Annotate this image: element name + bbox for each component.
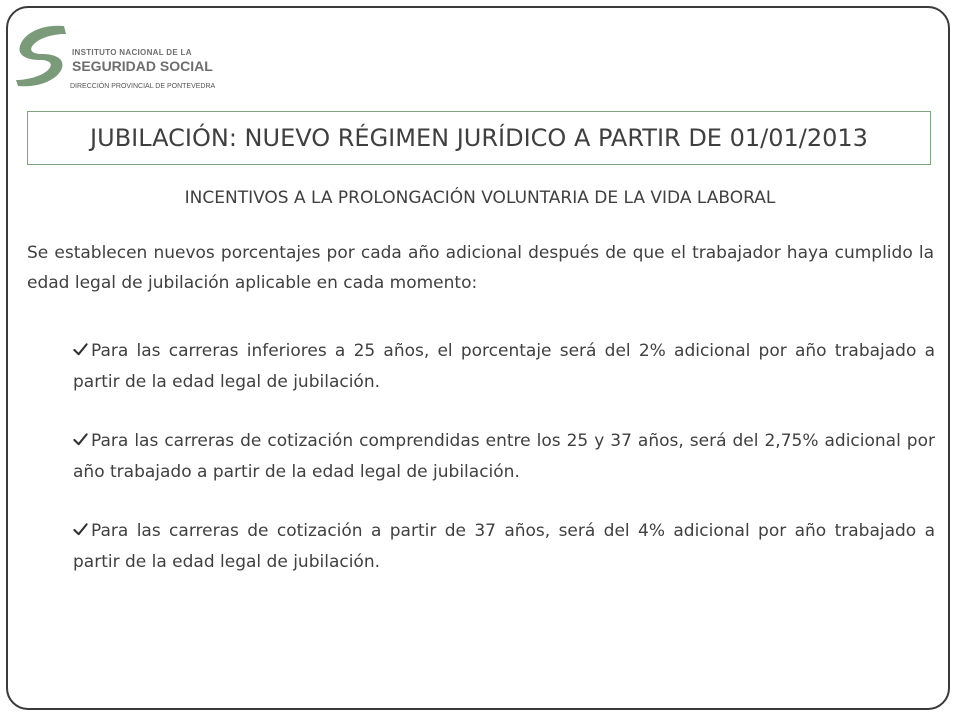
logo-institute-line: INSTITUTO NACIONAL DE LA (72, 48, 192, 57)
bullet-text: Para las carreras de cotización a partir de 37 años, será del 4% adicional por año trabajado a partir de la edad legal de jubilación. (73, 521, 935, 572)
inss-logo (14, 22, 254, 96)
bullet-item (73, 426, 935, 488)
logo-seguridad-social-line: SEGURIDAD SOCIAL (72, 58, 213, 74)
bullet-item (73, 336, 935, 398)
slide-title-text: JUBILACIÓN: NUEVO RÉGIMEN JURÍDICO A PARTIR DE 01/01/2013 (90, 124, 868, 152)
bullet-text: Para las carreras de cotización comprendidas entre los 25 y 37 años, será del 2,75% adicional por año trabajado a partir de la edad legal de jubilación. (73, 431, 935, 482)
bullet-item (73, 516, 935, 578)
checkmark-icon (73, 342, 88, 357)
checkmark-icon (73, 522, 88, 537)
intro-paragraph: Se establecen nuevos porcentajes por cada año adicional después de que el trabajador haya cumplido la edad legal de jubilación aplicable en cada momento: (27, 243, 934, 293)
bullet-text: Para las carreras inferiores a 25 años, el porcentaje será del 2% adicional por año trabajado a partir de la edad legal de jubilación. (73, 341, 935, 392)
logo-direccion-line: DIRECCIÓN PROVINCIAL DE PONTEVEDRA (70, 83, 216, 90)
slide-subtitle: INCENTIVOS A LA PROLONGACIÓN VOLUNTARIA DE LA VIDA LABORAL (184, 188, 776, 208)
checkmark-icon (73, 432, 88, 447)
inss-s-logo-icon (14, 22, 72, 90)
incentive-bullet-list (73, 336, 935, 606)
slide-title (27, 111, 931, 165)
